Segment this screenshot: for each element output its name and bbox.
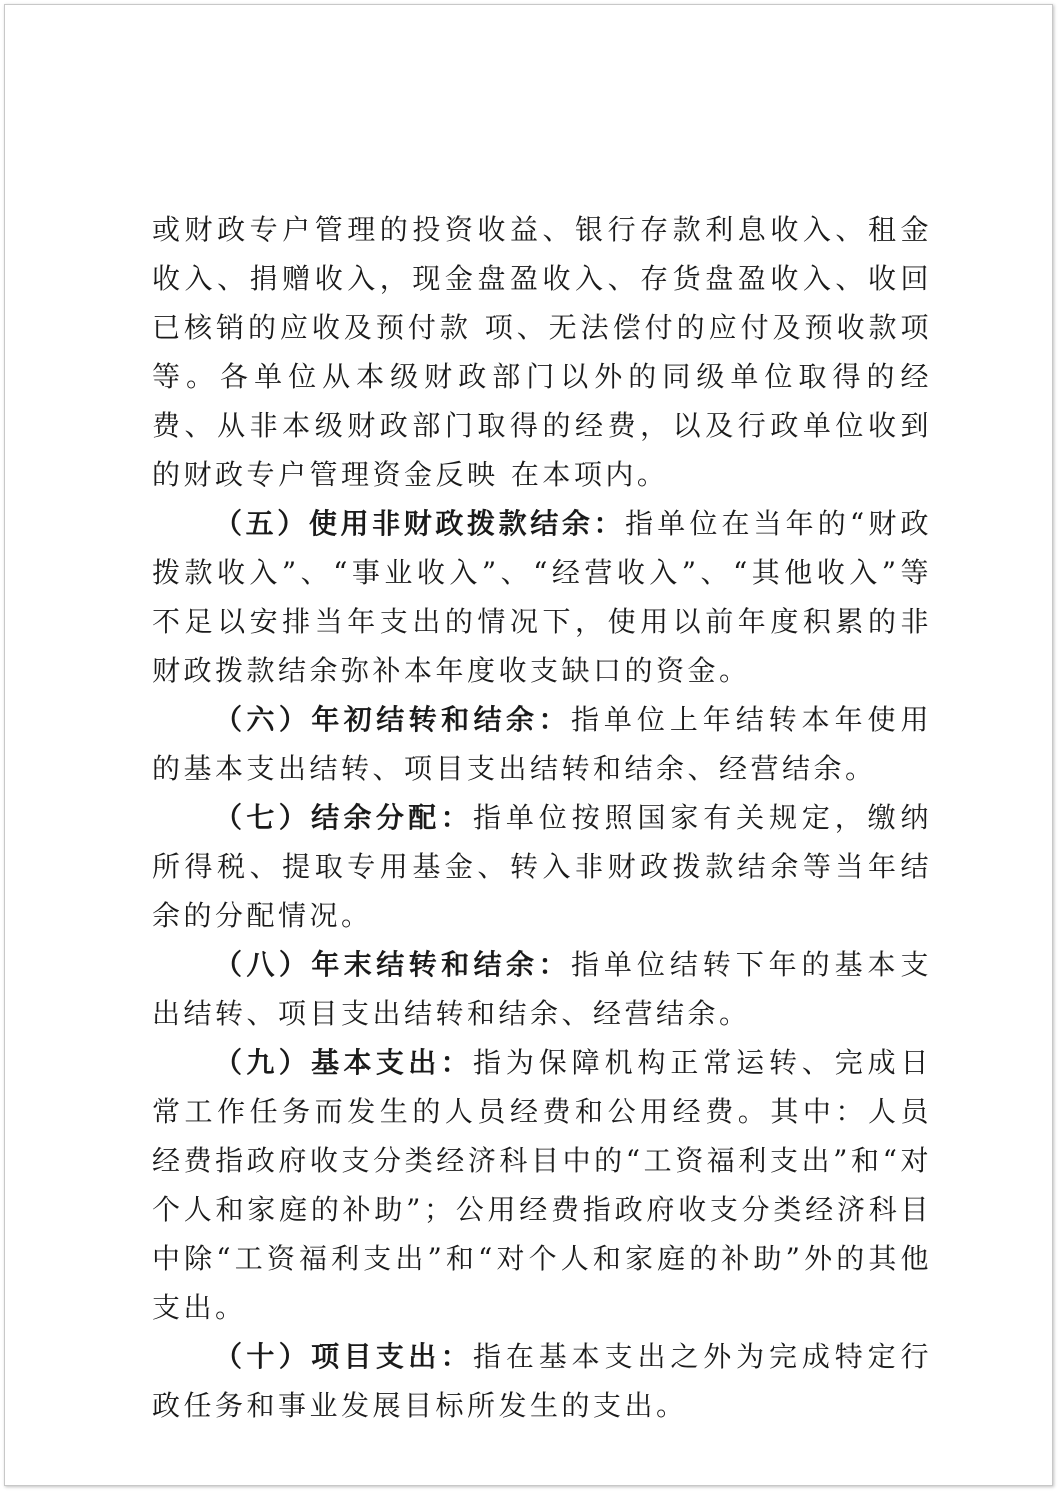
document-page xyxy=(4,4,1053,1486)
term-heading: （九）基本支出： xyxy=(214,1046,474,1079)
paragraph-item-6 xyxy=(152,695,932,793)
paragraph-text: 指单位在当年的“财政拨款收入”、“事业收入”、“经营收入”、“其他收入”等不足以安排当年支出的情况下，使用以前年度积累的非财政拨款结余弥补本年度收支缺口的资金。 xyxy=(152,507,932,687)
paragraph-item-5 xyxy=(152,499,932,695)
document-body xyxy=(152,205,932,1430)
term-heading: （十）项目支出： xyxy=(214,1340,474,1373)
paragraph-text: 指单位结转下年的基本支出结转、项目支出结转和结余、经营结余。 xyxy=(152,948,932,1030)
paragraph-text: 指单位上年结转本年使用的基本支出结转、项目支出结转和结余、经营结余。 xyxy=(152,703,932,785)
paragraph-item-7 xyxy=(152,793,932,940)
paragraph-text: 指为保障机构正常运转、完成日常工作任务而发生的人员经费和公用经费。其中：人员经费指政府收支分类经济科目中的“工资福利支出”和“对个人和家庭的补助”；公用经费指政府收支分类经济科目中除“工资福利支出”和“对个人和家庭的补助”外的其他支出。 xyxy=(152,1046,932,1324)
paragraph-item-10 xyxy=(152,1332,932,1430)
paragraph-text: 指单位按照国家有关规定，缴纳所得税、提取专用基金、转入非财政拨款结余等当年结余的分配情况。 xyxy=(152,801,932,932)
paragraph-text: 或财政专户管理的投资收益、银行存款利息收入、租金收入、捐赠收入，现金盘盈收入、存货盘盈收入、收回已核销的应收及预付款 项、无法偿付的应付及预收款项等。各单位从本级财政部门以外的同级单位取得的经费、从非本级财政部门取得的经费，以及行政单位收到的财政专户管理资金反映 在本项内。 xyxy=(152,213,932,491)
paragraph-continuation xyxy=(152,205,932,499)
term-heading: （八）年末结转和结余： xyxy=(214,948,571,981)
term-heading: （七）结余分配： xyxy=(214,801,474,834)
term-heading: （五）使用非财政拨款结余： xyxy=(214,507,626,540)
term-heading: （六）年初结转和结余： xyxy=(214,703,571,736)
paragraph-item-9 xyxy=(152,1038,932,1332)
paragraph-text: 指在基本支出之外为完成特定行政任务和事业发展目标所发生的支出。 xyxy=(152,1340,932,1422)
paragraph-item-8 xyxy=(152,940,932,1038)
